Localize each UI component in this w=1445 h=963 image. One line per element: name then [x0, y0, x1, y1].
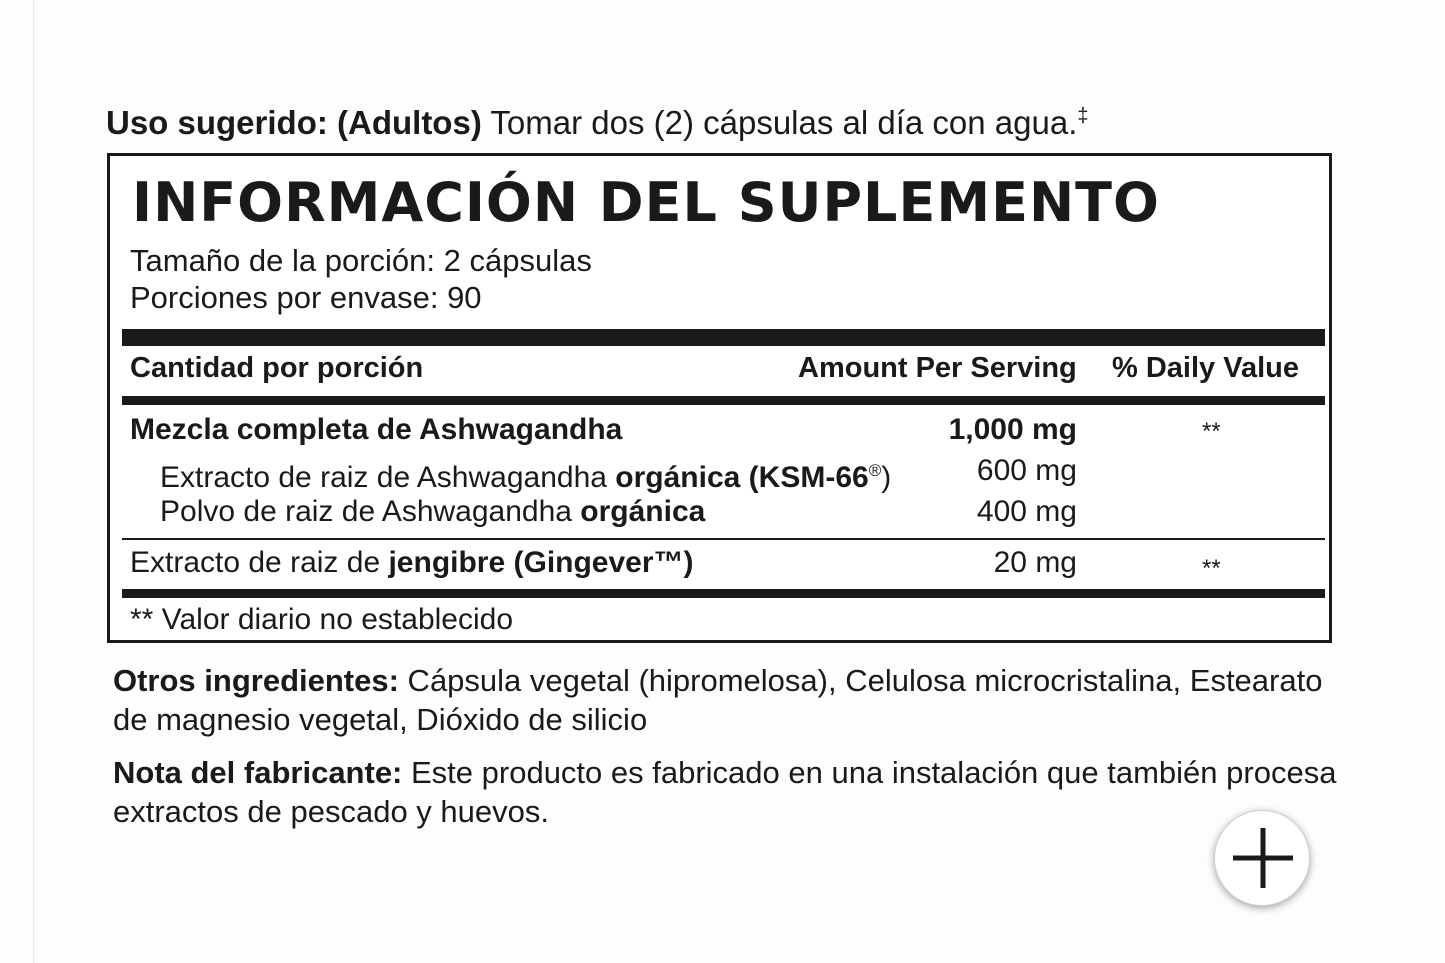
manufacturer-note — [113, 753, 1343, 831]
other-ingredients-label: Otros ingredientes: — [113, 663, 399, 698]
serving-size: Tamaño de la porción: 2 cápsulas — [130, 243, 592, 278]
nutrient-row — [130, 410, 622, 450]
row-text-end: ) — [881, 461, 892, 494]
row-daily-value: ** — [1202, 418, 1221, 445]
plus-icon — [1215, 811, 1311, 907]
row-text: Polvo de raiz de Ashwagandha — [160, 495, 581, 528]
row-amount: 600 mg — [976, 454, 1077, 487]
row-text-bold: orgánica (KSM-66 — [615, 461, 869, 494]
supplement-facts-panel — [107, 153, 1332, 643]
row-text-bold: jengibre (Gingever™) — [388, 546, 694, 579]
nutrient-row — [130, 543, 694, 583]
nutrient-row — [160, 451, 891, 498]
row-divider — [122, 538, 1325, 540]
header-quantity: Cantidad por porción — [130, 352, 424, 384]
registered-mark: ® — [868, 461, 882, 480]
manufacturer-note-label: Nota del fabricante: — [113, 755, 403, 790]
row-amount: 20 mg — [993, 546, 1077, 579]
row-text: Extracto de raiz de Ashwagandha — [160, 461, 616, 494]
row-daily-value: ** — [1202, 555, 1221, 582]
header-daily-value: % Daily Value — [1112, 352, 1299, 384]
header-divider — [122, 396, 1325, 405]
row-text-bold: orgánica — [580, 495, 706, 528]
row-text: Extracto de raiz de — [130, 546, 389, 579]
left-edge-divider — [33, 0, 34, 963]
row-text-bold: Mezcla completa de Ashwagandha — [130, 413, 623, 446]
suggested-use-label: Uso sugerido: (Adultos) — [106, 104, 482, 141]
other-ingredients — [113, 661, 1343, 739]
nutrient-row — [160, 492, 705, 532]
footer-divider — [122, 589, 1325, 598]
dagger-mark: ‡ — [1077, 105, 1089, 127]
footnote: ** Valor diario no establecido — [130, 603, 514, 636]
thick-divider — [122, 329, 1325, 346]
manufacturer-note-text: Este producto es fabricado en una instalación que también procesa extractos de pescado y huevos. — [113, 755, 1337, 829]
row-amount: 400 mg — [976, 495, 1077, 528]
other-ingredients-text: Cápsula vegetal (hipromelosa), Celulosa microcristalina, Estearato de magnesio vegetal, Dióxido de silicio — [113, 663, 1323, 737]
zoom-button[interactable] — [1214, 810, 1310, 906]
suggested-use — [106, 94, 1089, 145]
suggested-use-text: Tomar dos (2) cápsulas al día con agua. — [481, 104, 1078, 141]
row-amount: 1,000 mg — [948, 413, 1077, 446]
panel-title: INFORMACIÓN DEL SUPLEMENTO — [132, 171, 1160, 234]
servings-per-container: Porciones por envase: 90 — [130, 280, 482, 315]
header-amount: Amount Per Serving — [798, 352, 1077, 384]
